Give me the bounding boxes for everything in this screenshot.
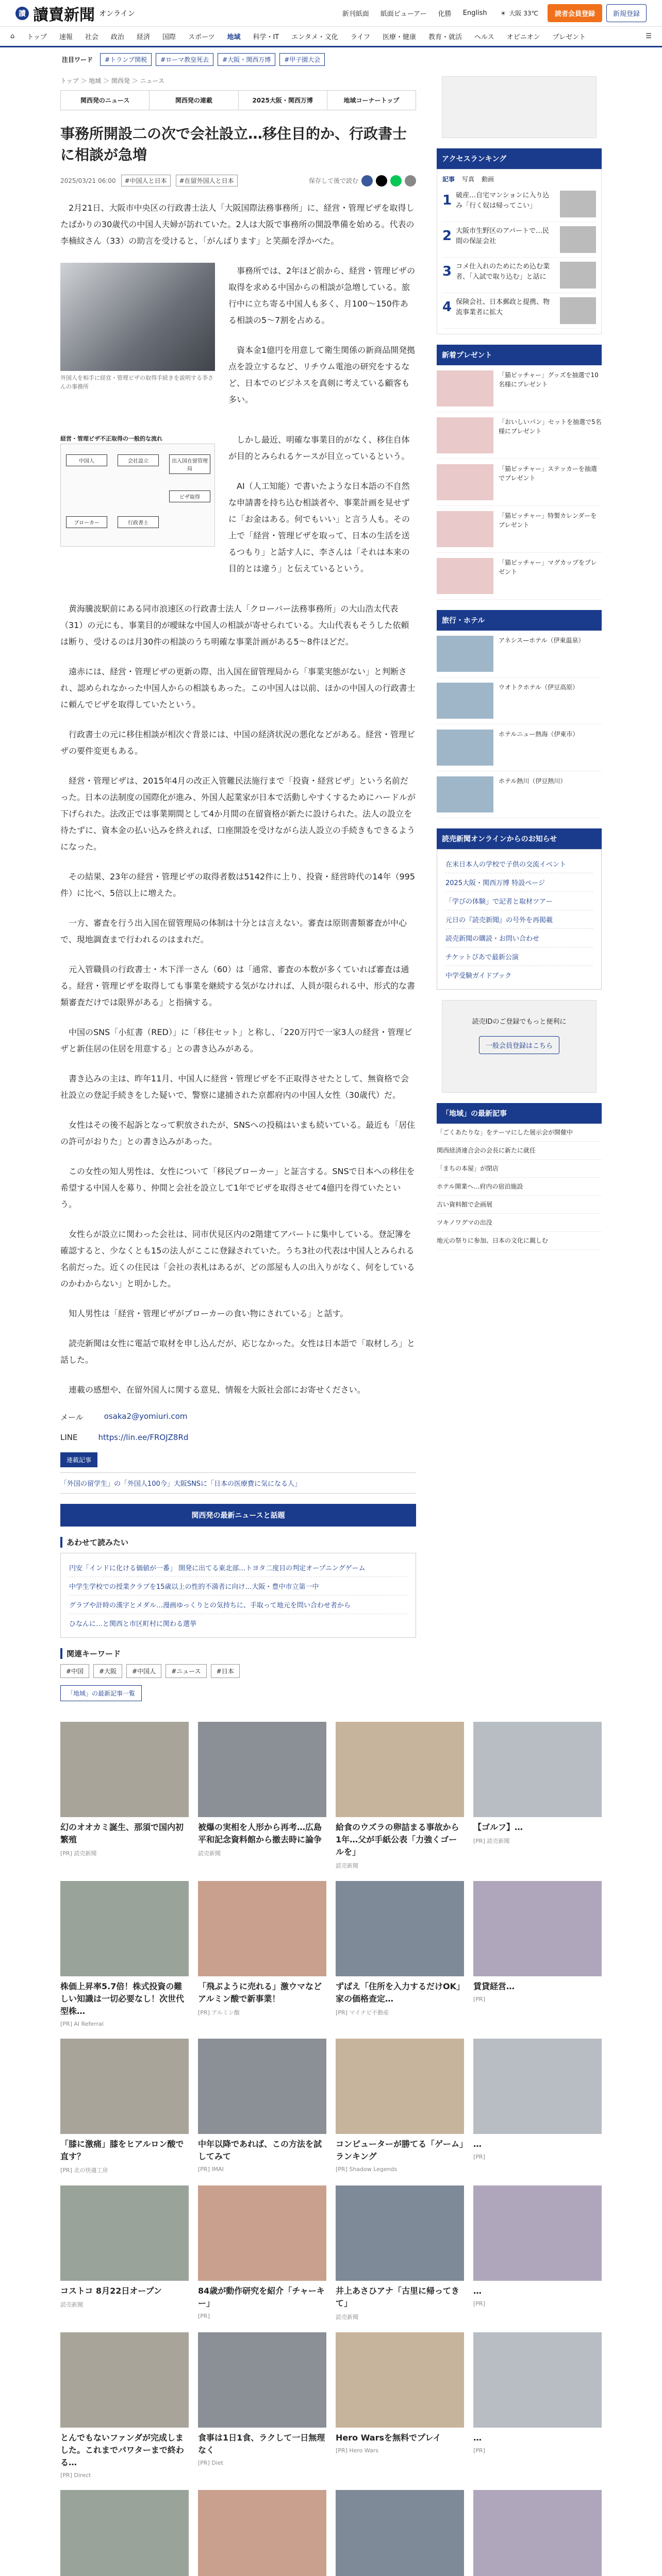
grid-card[interactable] — [60, 1881, 189, 2027]
section-nav-item[interactable]: 2025大阪・関西万博 — [239, 91, 327, 110]
x-icon[interactable] — [376, 175, 387, 187]
grid-card-image — [198, 2039, 326, 2134]
present-text: 「猫ピッチャー」グッズを抽選で10名様にプレゼント — [499, 371, 599, 388]
grid-card[interactable] — [336, 2332, 464, 2479]
login-button[interactable]: 新規登録 — [606, 4, 647, 22]
ranking-list — [437, 169, 602, 334]
trend-tag[interactable]: #大阪・関西万博 — [218, 53, 275, 66]
logo-mark-icon: 讀 — [15, 7, 29, 20]
signup-box — [442, 1000, 597, 1093]
diagram-node: ビザ取得 — [169, 490, 210, 502]
grid-card-image — [198, 1722, 326, 1817]
grid-card[interactable] — [198, 1881, 326, 2027]
grid-card[interactable] — [60, 2332, 189, 2479]
present-text: 「猫ピッチャー」マグカップをプレゼント — [499, 559, 597, 575]
article-paragraph: 経営・管理ビザは、2015年4月の改正入管難民法施行まで「投資・経営ビザ」という名前だった。日本の法制度の国際化が進み、外国人起業家が日本で活動しやすくするためにハードルが下げられた。法改正では事業期間として4か月間の在留資格が新たに設けられた。法人の設立を待たずに、資本金の払い込みを終えれば、口座開設を受けながら法人設立の手続きもできるようになった。 — [60, 776, 416, 852]
ranking-thumb — [560, 297, 596, 324]
grid-card-title: とんでもないファンダが完成しました。これまでパワターまで終わる… — [60, 2433, 184, 2468]
grid-card-source: [PR] Hero Wars — [336, 2447, 379, 2454]
hotel-item[interactable] — [437, 677, 602, 724]
grid-card-title: 幻のオオカミ誕生、那須で国内初繁殖 — [60, 1822, 184, 1845]
top-nav-item[interactable]: 紙面ビューアー — [380, 10, 427, 18]
article-paragraph: 一方、審査を行う出入国在留管理局の体制は十分とは言えない。審査は原則書類審査が中心で、現地調査まで行われるのはまれだ。 — [60, 918, 407, 945]
grid-card[interactable] — [473, 2185, 602, 2321]
ranking-text: 大阪市生野区のアパートで…民間の保証会社 — [456, 227, 550, 245]
grid-card-source: 読売新聞 — [198, 1850, 221, 1857]
hotel-thumb — [437, 776, 493, 812]
nav-home-icon[interactable]: ⌂ — [10, 32, 15, 40]
diagram-node: 中国人 — [66, 454, 107, 466]
article-paragraph: 2月21日、大阪市中央区の行政書士法人「大阪国際法務事務所」に、経営・管理ビザを取得したばかりの30歳代の中国人夫婦が訪れていた。2人は大阪で事務所の開設準備を始める。代表の李楠紋さん（33）の助言を受けると、「がんばります」と笑顔を浮かべた。 — [60, 203, 415, 246]
save-later-button[interactable]: 保存して後で読む — [308, 177, 358, 185]
sun-icon: ☀ — [500, 9, 506, 17]
present-thumb — [437, 511, 493, 547]
article-title: 事務所開設二の次で会社設立…移住目的か、行政書士に相談が急増 — [60, 125, 407, 163]
ranking-tab[interactable]: 記事 — [442, 176, 455, 183]
present-thumb — [437, 464, 493, 500]
nav-item[interactable]: エンタメ・文化 — [291, 33, 338, 41]
hotel-item[interactable] — [437, 771, 602, 818]
grid-card-image — [60, 2490, 189, 2576]
present-list — [437, 365, 602, 600]
present-thumb — [437, 370, 493, 406]
diagram-title: 経営・管理ビザ不正取得の一般的な流れ — [60, 435, 162, 443]
local-item[interactable]: 古い資料館で企画展 — [437, 1196, 602, 1214]
line-label: LINE — [60, 1433, 78, 1443]
hotel-thumb — [437, 683, 493, 719]
hotel-text: アネシス—ホテル（伊東温泉） — [499, 637, 585, 644]
grid-card-image — [198, 2185, 326, 2281]
grid-card-source: 読売新聞 — [336, 2314, 358, 2321]
present-item[interactable] — [437, 553, 602, 600]
article-paragraph: 中国のSNS「小紅書（RED）」に「移住セット」と称し、「220万円で一家3人の経営・管理ビザと新住居の住居を用意する」との書き込みがある。 — [60, 1027, 412, 1054]
grid-card[interactable] — [336, 2490, 464, 2576]
menu-icon[interactable]: ☰ — [646, 32, 652, 40]
grid-card[interactable] — [60, 2490, 189, 2576]
grid-card[interactable] — [60, 2039, 189, 2174]
present-item[interactable] — [437, 412, 602, 459]
nav-item-active[interactable]: 地域 — [227, 33, 241, 41]
grid-card[interactable] — [336, 1722, 464, 1870]
grid-card-image — [60, 2332, 189, 2428]
grid-card-title: コストコ 8月22日オープン — [60, 2286, 162, 2296]
grid-card[interactable] — [198, 2490, 326, 2576]
grid-card[interactable] — [336, 2039, 464, 2174]
top-bar — [0, 0, 662, 27]
sidebar — [437, 71, 602, 1701]
contact-mail — [60, 1412, 416, 1422]
top-nav-item[interactable]: English — [462, 9, 487, 17]
grid-card-image — [473, 1722, 602, 1817]
photo-caption: 外国人を相手に経営・管理ビザの取得手続きを説明する李さんの事務所 — [60, 375, 213, 390]
signup-text: 読売IDのご登録でもっと便利に — [472, 1018, 567, 1026]
facebook-icon[interactable] — [361, 175, 373, 187]
nav-item[interactable]: 社会 — [85, 33, 98, 41]
series-button[interactable]: 連載記事 — [60, 1452, 97, 1467]
article-date: 2025/03/21 06:00 — [60, 177, 116, 184]
grid-card-image — [473, 2185, 602, 2281]
share-bar — [309, 175, 416, 187]
trend-tag[interactable]: #甲子園大会 — [279, 53, 325, 66]
grid-card[interactable] — [198, 2332, 326, 2479]
local-list — [437, 1124, 602, 1250]
main-column — [60, 71, 416, 1701]
nav-item[interactable]: トップ — [27, 33, 47, 41]
article-body — [60, 200, 416, 1398]
present-thumb — [437, 558, 493, 594]
more-news-button[interactable]: 関西発の最新ニュースと話題 — [60, 1504, 416, 1527]
nav-item[interactable]: 政治 — [110, 33, 124, 41]
grid-card-source: [PR] — [473, 2300, 485, 2308]
grid-card[interactable] — [336, 1881, 464, 2027]
article-paragraph: 女性はその後不起訴となって釈放されたが、SNSへの投稿はいまも続いている。最近も「居住の許可がおりた」との書き込みがあった。 — [60, 1120, 416, 1147]
grid-card-image — [198, 2490, 326, 2576]
grid-card-image — [60, 2039, 189, 2134]
info-item[interactable]: 「学びの体験」で記者と取材ツアー — [445, 892, 593, 910]
keyword-tag[interactable]: #中国 — [60, 1664, 89, 1678]
grid-card-title: 【ゴルフ】… — [473, 1822, 523, 1833]
section-nav-item[interactable]: 関西発のニュース — [61, 91, 150, 110]
breadcrumb[interactable]: トップ ＞ 地域 ＞ 関西発 ＞ ニュース — [60, 77, 164, 84]
grid-card-title: 食事は1日1食、ラクして一日無理なく — [198, 2433, 325, 2455]
hotel-title: 旅行・ホテル — [437, 610, 602, 631]
hotel-item[interactable] — [437, 724, 602, 771]
grid-card-image — [60, 1881, 189, 1976]
local-item[interactable]: 「まちの本屋」が閉店 — [437, 1160, 602, 1178]
hotel-thumb — [437, 730, 493, 766]
line-link[interactable]: https://lin.ee/FROJZ8Rd — [98, 1433, 189, 1443]
grid-card-title: 被爆の実相を人形から再考…広島平和記念資料館から撤去時に論争 — [198, 1822, 322, 1845]
grid-card-source: 読売新聞 — [336, 1862, 358, 1870]
logo-text: 讀賣新聞 — [33, 6, 95, 24]
info-item[interactable]: 2025大阪・関西万博 特設ページ — [445, 873, 593, 892]
local-item[interactable]: 「ごくあたりな」をテーマにした展示会が開催中 — [437, 1124, 602, 1142]
grid-card-source: [PR] 北の快適工房 — [60, 2167, 108, 2174]
signup-button[interactable]: 一般会員登録はこちら — [479, 1036, 559, 1054]
recommend-item[interactable]: 中学生学校での授業クラブを15歳以上の性的不満者に向け…大阪・豊中市立第一中 — [69, 1577, 407, 1596]
article-meta — [60, 175, 416, 187]
info-list — [437, 849, 602, 990]
article-paragraph: 行政書士の元に移住相談が相次ぐ背景には、中国の経済状況の悪化などがある。経営・管理ビザの要件変更もある。 — [60, 730, 416, 756]
grid-card-image — [198, 2332, 326, 2428]
keyword-tag[interactable]: #ニュース — [166, 1664, 206, 1678]
grid-card-source: [PR] マイナビ不動産 — [336, 2009, 389, 2016]
grid-card-image — [60, 2185, 189, 2281]
recommend-list — [60, 1553, 416, 1638]
trend-words — [0, 47, 662, 71]
trend-tag[interactable]: #ローマ教皇死去 — [156, 53, 213, 66]
recommend-item[interactable]: グラブや計時の漢字とメダル…漫画ゆっくりとの気持ちに、手取って地元を問い合わせ者から — [69, 1596, 407, 1614]
trend-label: 注目ワード — [62, 56, 93, 63]
nav-item[interactable]: 経済 — [136, 33, 150, 41]
grid-card-image — [336, 2039, 464, 2134]
keyword-tag[interactable]: #中国人 — [126, 1664, 161, 1678]
grid-card-title: 賃貸経営… — [473, 1981, 515, 1992]
info-item[interactable]: 中学受験ガイドブック — [445, 972, 512, 980]
grid-card-image — [336, 2490, 464, 2576]
local-item[interactable]: ホテル開業へ…府内の宿泊施設 — [437, 1178, 602, 1196]
grid-card-title: … — [473, 2433, 482, 2443]
info-item[interactable]: 在米日本人の学校で子供の交流イベント — [445, 855, 593, 873]
grid-card-title: 給食のウズラの卵詰まる事故から1年…父が手紙公表「力強くゴールを」 — [336, 1822, 459, 1857]
article-paragraph: 読売新聞は女性に電話で取材を申し込んだが、応じなかった。女性は日本語で「取材しろ」と話した。 — [60, 1338, 416, 1365]
grid-card-image — [336, 1722, 464, 1817]
nav-item[interactable]: プレゼント — [552, 33, 586, 41]
recommend-title: あわせて読みたい — [60, 1537, 416, 1548]
hotel-item[interactable] — [437, 631, 602, 677]
ranking-item[interactable]: 2 大阪市生野区のアパートで…民間の保証会社 — [442, 222, 596, 258]
ranking-thumb — [560, 262, 596, 289]
recommend-grid — [60, 1722, 602, 2576]
ranking-thumb — [560, 226, 596, 253]
section-nav-item[interactable]: 地域コーナートップ — [343, 97, 400, 104]
grid-card-title: コンピューターが勝てる「ゲーム」ランキング — [336, 2139, 464, 2162]
info-item[interactable]: 元日の『読売新聞』の号外を再掲載 — [445, 910, 593, 929]
trend-tag[interactable]: #トランプ関税 — [100, 53, 152, 66]
ad-banner[interactable] — [442, 76, 597, 138]
grid-card-title: 株価上昇率5.7倍！株式投資の難しい知識は一切必要なし！次世代型株… — [60, 1981, 185, 2016]
present-text: 「おいしいパン」セットを抽選で5名様にプレゼント — [499, 418, 602, 435]
line-icon[interactable] — [390, 175, 402, 187]
recommend-item[interactable]: ひなんに…と関西と市区町村に関わる選挙 — [69, 1620, 197, 1629]
local-item[interactable]: ツキノワグマの出没 — [437, 1214, 602, 1232]
grid-card[interactable] — [473, 1881, 602, 2027]
ranking-text: 保険会社、日本郵政と提携、物流事業者に拡大 — [456, 298, 550, 316]
grid-card-image — [473, 2332, 602, 2428]
article-paragraph: 書き込みの主は、昨年11月、中国人に経営・管理ビザを不正取得させたとして、無資格で会社設立の登記手続きをした疑いで、警察に逮捕された京都府内の中国人女性（30歳代）だ。 — [60, 1074, 409, 1100]
ranking-title: アクセスランキング — [437, 148, 602, 169]
related-link[interactable]: 「外国の留学生」の「外国人100今」大阪SNSに「日本の医療費に気になる人」 — [60, 1472, 416, 1494]
info-item[interactable]: 読売新聞の購読・お問い合わせ — [445, 929, 593, 947]
hotel-thumb — [437, 636, 493, 672]
grid-card-image — [473, 2490, 602, 2576]
grid-card-title: 井上あさひアナ「古里に帰ってきて」 — [336, 2286, 460, 2309]
grid-card[interactable] — [198, 1722, 326, 1870]
article-tag[interactable]: #在留外国人と日本 — [176, 175, 238, 187]
keyword-tag[interactable]: #大阪 — [93, 1664, 122, 1678]
grid-card-image — [198, 1881, 326, 1976]
grid-card-image — [60, 1722, 189, 1817]
present-item[interactable] — [437, 459, 602, 506]
grid-card[interactable] — [336, 2185, 464, 2321]
article-paragraph: AI（人工知能）で書いたような日本語の不自然な申請書を持ち込む相談者や、事業計画を見せずに「お金はある。何でもいい」と言う人も。その上で「経営・管理ビザを取って、日本の生活を送るつもり」と話す人に、李さんは「それは本来の目的とは違う」と伝えているという。 — [228, 481, 410, 574]
article-paragraph: 事務所では、2年ほど前から、経営・管理ビザの取得を求める中国からの相談が急増している。旅行中に立ち寄る中国人も多く、月100〜150件ある相談の5〜7割を占める。 — [228, 266, 416, 326]
site-logo[interactable] — [15, 2, 135, 25]
recommend-item[interactable]: 円安「インドに化ける価値が一番」 開発に出てる東北部…トヨタ二度目の判定オープニングゲーム — [69, 1558, 407, 1577]
ranking-item[interactable]: 1 破産…自宅マンションに入り込み「行く奴は帰ってこい」 — [442, 187, 596, 222]
grid-card[interactable] — [60, 2185, 189, 2321]
grid-card-source: [PR] Diet — [198, 2460, 223, 2467]
article-paragraph: 資本金1億円を用意して衛生関係の新商品開発拠点を設立するなど、リチウム電池の研究をするなど、日本でのビジネスを真剣に考えている顧客も多い。 — [228, 345, 416, 405]
grid-card-image — [336, 2332, 464, 2428]
hotel-text: ホテルニュー熱海（伊東市） — [499, 731, 579, 738]
grid-card-source: [PR] アルミン酸 — [198, 2009, 240, 2016]
local-item[interactable]: 関西経済連合会の会長に新たに就任 — [437, 1142, 602, 1160]
grid-card-source: [PR] — [473, 2154, 485, 2161]
diagram-node: 出入国在留管理局 — [169, 454, 210, 474]
grid-card-source: [PR] — [473, 1996, 485, 2003]
present-title: 新着プレゼント — [437, 345, 602, 365]
ranking-item[interactable]: 4 保険会社、日本郵政と提携、物流事業者に拡大 — [442, 293, 596, 329]
article-paragraph: 元入管職員の行政書士・木下洋一さん（60）は「通常、審査の本数が多くていれば審査は通る。経営・管理ビザを取得しても事業を継続する気がなければ、人員が限られる中、形式的な書類審査だけでは限界がある」と指摘する。 — [60, 964, 416, 1008]
present-text: 「猫ピッチャー」特製カレンダーをプレゼント — [499, 512, 597, 529]
grid-card[interactable] — [198, 2185, 326, 2321]
grid-card-source: [PR] Direct — [60, 2472, 91, 2479]
grid-card-source: [PR] — [473, 2447, 485, 2454]
flow-diagram[interactable] — [60, 444, 215, 547]
grid-card-source: [PR] IMAI — [198, 2166, 224, 2173]
article-paragraph: その結果、23年の経営・管理ビザの取得者数は5142件に上り、投資・経営時代の14年（995件）に比べ、5倍以上に増えた。 — [60, 872, 415, 899]
keyword-list — [60, 1664, 416, 1678]
grid-card[interactable] — [473, 2332, 602, 2479]
grid-card[interactable] — [473, 1722, 602, 1870]
mail-link[interactable]: osaka2@yomiuri.com — [104, 1412, 188, 1421]
keyword-tag[interactable]: #日本 — [211, 1664, 240, 1678]
nav-item[interactable]: ヘルス — [474, 33, 494, 41]
top-nav-item[interactable]: 新刊紙面 — [342, 10, 369, 18]
grid-card-title: 中年以降であれば、この方法を試してみて — [198, 2139, 322, 2162]
present-text: 「猫ピッチャー」ステッカーを抽選でプレゼント — [499, 465, 597, 482]
logo-sub: オンライン — [99, 9, 135, 18]
grid-card-title: 84歳が動作研究を紹介「チャーキー」 — [198, 2286, 325, 2309]
hotel-text: ホテル熱川（伊豆熱川） — [499, 777, 567, 785]
nav-item[interactable]: 科学・IT — [253, 33, 279, 41]
grid-card-source: 読売新聞 — [60, 2301, 83, 2309]
present-item[interactable] — [437, 506, 602, 553]
keywords-title: 関連キーワード — [60, 1648, 416, 1659]
section-nav-item[interactable]: 関西発の連載 — [150, 91, 238, 110]
weather-text: 大阪 33℃ — [509, 10, 538, 17]
global-nav — [0, 27, 662, 47]
grid-card-image — [473, 1881, 602, 1976]
grid-card[interactable] — [473, 2039, 602, 2174]
local-title: 「地域」の最新記事 — [437, 1103, 602, 1124]
ranking-item[interactable]: 3 コメ仕入れのためにため込む業者、「入試で取り込む」と話に — [442, 258, 596, 293]
top-nav — [342, 8, 487, 18]
weather-widget[interactable] — [501, 9, 538, 18]
present-thumb — [437, 417, 493, 453]
grid-card[interactable] — [60, 1722, 189, 1870]
grid-card-title: 「飛ぶように売れる」激ウマなどアルミン酸で新事業！ — [198, 1981, 322, 2004]
follow-button[interactable]: 「地域」の最新記事一覧 — [60, 1685, 142, 1701]
grid-card-source: [PR] 読売新聞 — [60, 1850, 97, 1857]
hotel-list — [437, 631, 602, 818]
top-nav-item[interactable]: 化勝 — [438, 10, 452, 18]
diagram-node: ブローカー — [66, 516, 107, 528]
mail-icon[interactable] — [405, 175, 416, 187]
section-nav — [60, 90, 416, 110]
grid-card-source: [PR] 読売新聞 — [473, 1838, 510, 1845]
nav-item[interactable]: オピニオン — [506, 33, 540, 41]
article-paragraph: 連載の感想や、在留外国人に関する意見、情報を大阪社会部にお寄せください。 — [69, 1385, 366, 1395]
mail-label: メール — [60, 1413, 84, 1422]
article-paragraph: 黄海騰波駅前にある同市浪速区の行政書士法人「クローバー法務事務所」の大山浩太代表（31）の元にも、事業目的が曖昧な中国人の相談が寄せられている。大山代表もそうした依頼は断り、受けるのは月30件の相談のうち明確な事業計画がある5〜8件ほどだ。 — [60, 604, 409, 647]
article-figure[interactable] — [60, 263, 215, 421]
nav-item[interactable]: 医療・健康 — [382, 33, 416, 41]
article-photo[interactable] — [60, 263, 215, 371]
article-paragraph: この女性の知人男性は、女性について「移民ブローカー」と証言する。SNSで日本への移住を希望する中国人を募り、仲間と会社を設立して1年でビザを取得させて4億円を得ていたという。 — [60, 1166, 415, 1210]
ranking-tab[interactable]: 動画 — [482, 176, 494, 183]
nav-item[interactable]: 教育・就活 — [428, 33, 462, 41]
ranking-thumb — [560, 191, 596, 217]
info-item[interactable]: チケットぴあで最新公演 — [445, 947, 593, 966]
nav-item[interactable]: スポーツ — [188, 33, 215, 41]
ranking-tab[interactable]: 写真 — [462, 176, 475, 183]
grid-card-source: [PR] AI Referral — [60, 2021, 104, 2028]
nav-item[interactable]: ライフ — [350, 33, 370, 41]
grid-card-source: [PR] — [198, 2313, 210, 2320]
contact-line — [60, 1433, 416, 1442]
article-tag[interactable]: #中国人と日本 — [121, 175, 171, 187]
present-item[interactable] — [437, 365, 602, 412]
grid-card-title: ずばえ「住所を入力するだけOK」家の価格査定… — [336, 1981, 461, 2004]
ranking-text: 破産…自宅マンションに入り込み「行く奴は帰ってこい」 — [456, 192, 550, 210]
article-paragraph: 遠赤には、経営・管理ビザの更新の際、出入国在留管理局から「事業実態がない」と判断され、認められなかった中国人からの相談もあった。この中国人は以前、ほかの中国人の行政書士に頼んでビザを取得していたという。 — [60, 667, 416, 710]
ranking-text: コメ仕入れのためにため込む業者、「入試で取り込む」と話に — [456, 263, 550, 281]
grid-card-image — [473, 2039, 602, 2134]
grid-card[interactable] — [473, 2490, 602, 2576]
nav-item[interactable]: 国際 — [162, 33, 176, 41]
info-title: 読売新聞オンラインからのお知らせ — [437, 828, 602, 849]
article-paragraph: しかし最近、明確な事業目的がなく、移住自体が目的とみられるケースが目立っているという。 — [228, 435, 410, 462]
article-paragraph: 女性らが設立に関わった会社は、同市伏見区内の2階建てアパートに集中している。登記簿を確認すると、少なくとも15の法人がここに登録されていた。うち3社の代表は中国人とみられる名前だった。近くの住民は「会社の表札はあるが、どの部屋も人の出入りがなく、何をしているのかわからない」と明かした。 — [60, 1229, 415, 1289]
subscribe-button[interactable]: 読者会員登録 — [548, 4, 602, 22]
diagram-node: 行政書士 — [118, 516, 159, 528]
grid-card-title: … — [473, 2286, 482, 2296]
grid-card-title: 「膝に激痛」膝をヒアルロン酸で直す？ — [60, 2139, 184, 2162]
grid-card-title: Hero Warsを無料でプレイ — [336, 2433, 441, 2443]
grid-card-title: … — [473, 2139, 482, 2149]
grid-card[interactable] — [198, 2039, 326, 2174]
local-item[interactable]: 地元の祭りに参加、日本の文化に親しむ — [437, 1232, 602, 1250]
grid-card-image — [336, 2185, 464, 2281]
grid-card-image — [336, 1881, 464, 1976]
nav-item[interactable]: 速報 — [59, 33, 73, 41]
diagram-node: 会社設立 — [118, 454, 159, 466]
article-paragraph: 知人男性は「経営・管理ビザがブローカーの食い物にされている」と話す。 — [69, 1309, 349, 1319]
grid-card-source: [PR] Shadow Legends — [336, 2166, 398, 2173]
hotel-text: ウオトクホテル（伊豆高原） — [499, 684, 579, 691]
